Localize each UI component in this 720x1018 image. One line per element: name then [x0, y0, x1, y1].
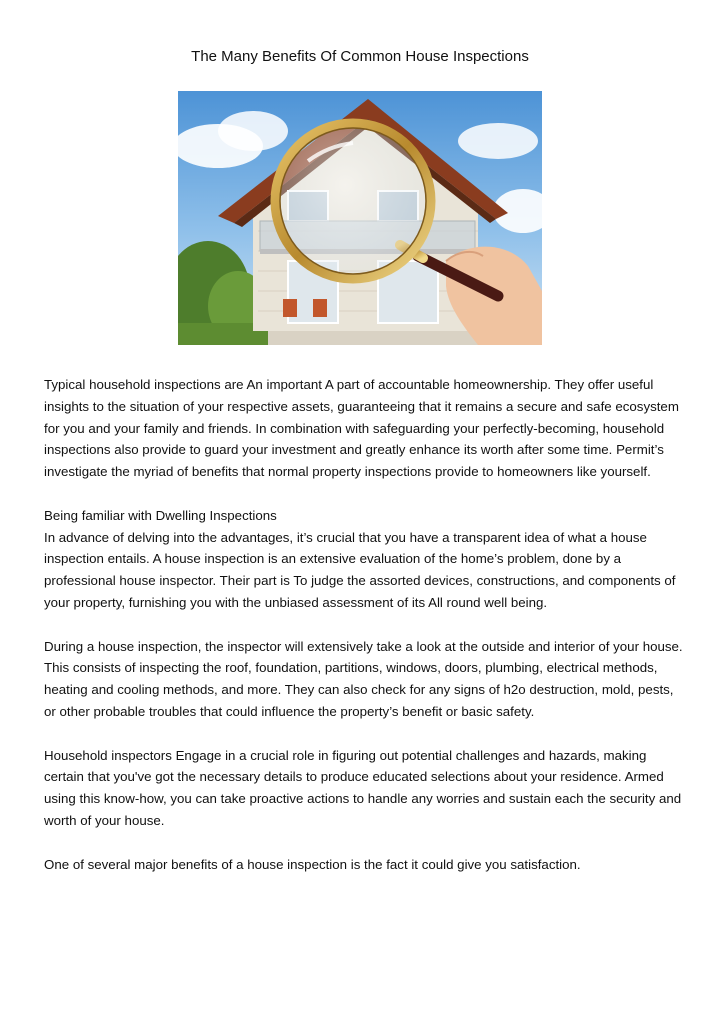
- paragraph-role: Household inspectors Engage in a crucial role in figuring out potential challenges and hazards, making certain that you've got the necessary details to produce educated selections about your residence. Armed using this know-how, you can take proactive actions to handle any worries and sustain each the security and worth of your house.: [44, 747, 682, 828]
- article-body: [44, 374, 684, 897]
- house-magnifier-icon: [178, 91, 542, 345]
- paragraph-benefit: One of several major benefits of a house inspection is the fact it could give you satisfaction.: [44, 856, 581, 872]
- paragraph-intro: Typical household inspections are An important A part of accountable homeownership. They offer useful insights to the situation of your respective assets, guaranteeing that it remains a secure and safe ecosystem for you and your family and friends. In combination with safeguarding your perfectly-becoming, household inspections also provide to guard your investment and greatly enhance its worth after some time. Permit’s investigate the myriad of benefits that normal property inspections provide to homeowners like yourself.: [44, 377, 679, 480]
- paragraph-definition: In advance of delving into the advantages, it’s crucial that you have a transparent idea of what a house inspection entails. A house inspection is an extensive evaluation of the home’s problem, done by a professional house inspector. Their part is To judge the assorted devices, constructions, and components of your property, furnishing you with the unbiased assessment of its All round well being.: [44, 529, 676, 610]
- house-inspection-image: [178, 91, 542, 345]
- document-title: The Many Benefits Of Common House Inspections: [191, 48, 529, 65]
- section-heading: Being familiar with Dwelling Inspections: [44, 507, 277, 523]
- paragraph-process: During a house inspection, the inspector will extensively take a look at the outside and interior of your house. This consists of inspecting the roof, foundation, partitions, windows, doors, plumbing, electrical methods, heating and cooling methods, and more. They can also check for any signs of h2o destruction, mold, pests, or other probable troubles that could influence the property’s benefit or basic safety.: [44, 638, 683, 719]
- section-block: [44, 505, 684, 614]
